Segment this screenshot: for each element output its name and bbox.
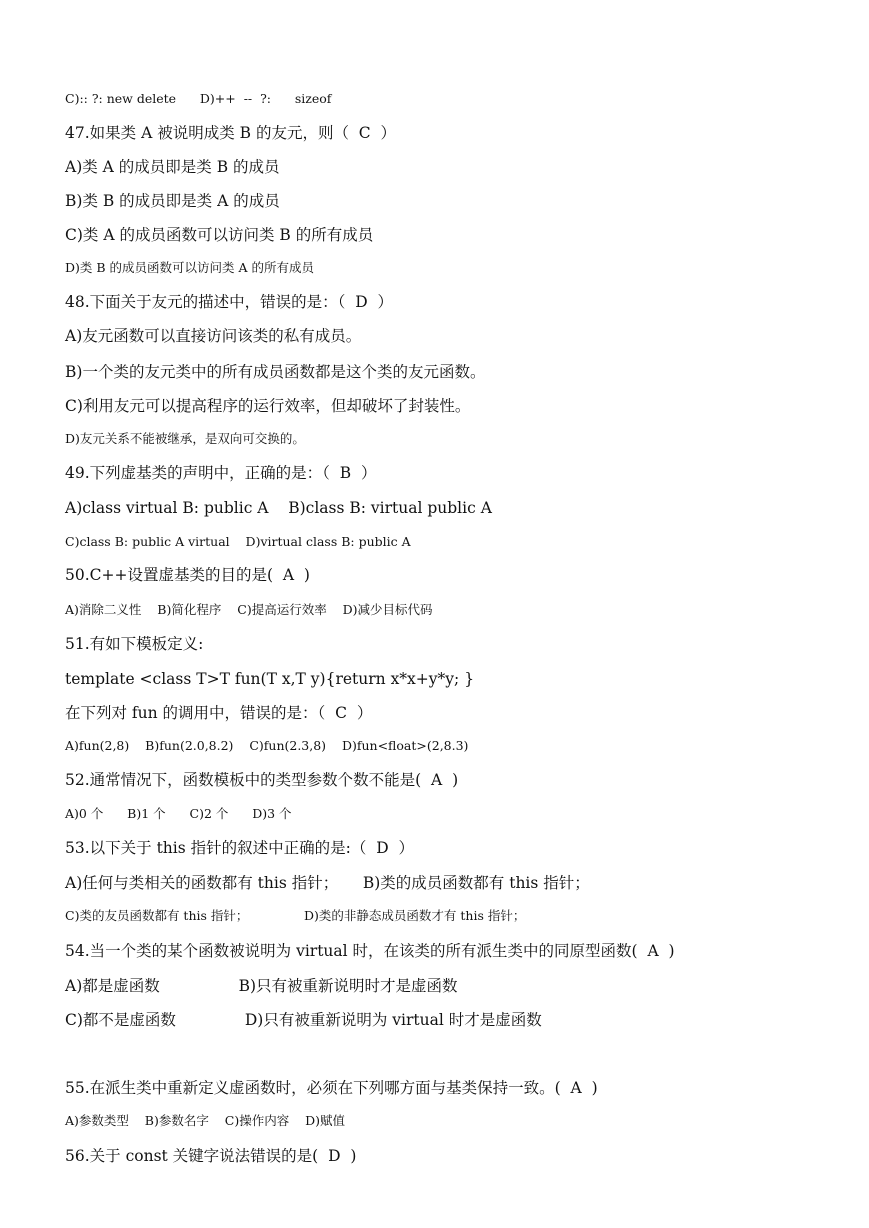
question-48: 48.下面关于友元的描述中，错误的是：（ D ） [65, 293, 394, 311]
option-55-abcd: A)参数类型 B)参数名字 C)操作内容 D)赋值 [65, 1113, 345, 1128]
question-51-prompt: 在下列对 fun 的调用中，错误的是：（ C ） [65, 704, 373, 722]
question-51: 51.有如下模板定义: [65, 635, 204, 653]
option-50-abcd: A)消除二义性 B)简化程序 C)提高运行效率 D)减少目标代码 [65, 602, 433, 617]
option-48-d: D)友元关系不能被继承，是双向可交换的。 [65, 431, 305, 446]
option-48-b: B)一个类的友元类中的所有成员函数都是这个类的友元函数。 [65, 363, 486, 381]
option-54-ab: A)都是虚函数 B)只有被重新说明时才是虚函数 [65, 977, 458, 995]
option-47-a: A)类 A 的成员即是类 B 的成员 [65, 158, 280, 176]
question-55: 55.在派生类中重新定义虚函数时，必须在下列哪方面与基类保持一致。( A ) [65, 1079, 598, 1097]
question-56: 56.关于 const 关键字说法错误的是( D ) [65, 1147, 357, 1165]
option-53-cd: C)类的友员函数都有 this 指针； D)类的非静态成员函数才有 this 指针； [65, 908, 526, 923]
option-51-abcd: A)fun(2,8) B)fun(2.0,8.2) C)fun(2.3,8) D)fun<float>(2,8.3) [65, 738, 469, 753]
option-49-cd: C)class B: public A virtual D)virtual class B: public A [65, 534, 411, 549]
option-48-a: A)友元函数可以直接访问该类的私有成员。 [65, 327, 362, 345]
question-54: 54.当一个类的某个函数被说明为 virtual 时，在该类的所有派生类中的同原型函数( A ) [65, 942, 675, 960]
option-54-cd: C)都不是虚函数 D)只有被重新说明为 virtual 时才是虚函数 [65, 1011, 542, 1029]
question-49: 49.下列虚基类的声明中，正确的是：（ B ） [65, 464, 377, 482]
code-51-template: template <class T>T fun(T x,T y){return x*x+y*y; } [65, 670, 475, 688]
option-47-d: D)类 B 的成员函数可以访问类 A 的所有成员 [65, 260, 315, 275]
question-50: 50.C++设置虚基类的目的是( A ) [65, 566, 310, 584]
option-53-ab: A)任何与类相关的函数都有 this 指针； B)类的成员函数都有 this 指针； [65, 874, 590, 892]
option-47-c: C)类 A 的成员函数可以访问类 B 的所有成员 [65, 226, 374, 244]
option-line-46-cd: C):: ?: new delete D)++ -- ?: sizeof [65, 91, 332, 106]
option-47-b: B)类 B 的成员即是类 A 的成员 [65, 192, 280, 210]
option-48-c: C)利用友元可以提高程序的运行效率，但却破坏了封装性。 [65, 397, 471, 415]
question-52: 52.通常情况下，函数模板中的类型参数个数不能是( A ) [65, 771, 459, 789]
option-49-ab: A)class virtual B: public A B)class B: virtual public A [65, 499, 492, 517]
question-47: 47.如果类 A 被说明成类 B 的友元，则（ C ） [65, 124, 397, 142]
question-53: 53.以下关于 this 指针的叙述中正确的是:（ D ） [65, 839, 414, 857]
option-52-abcd: A)0 个 B)1 个 C)2 个 D)3 个 [65, 806, 292, 821]
